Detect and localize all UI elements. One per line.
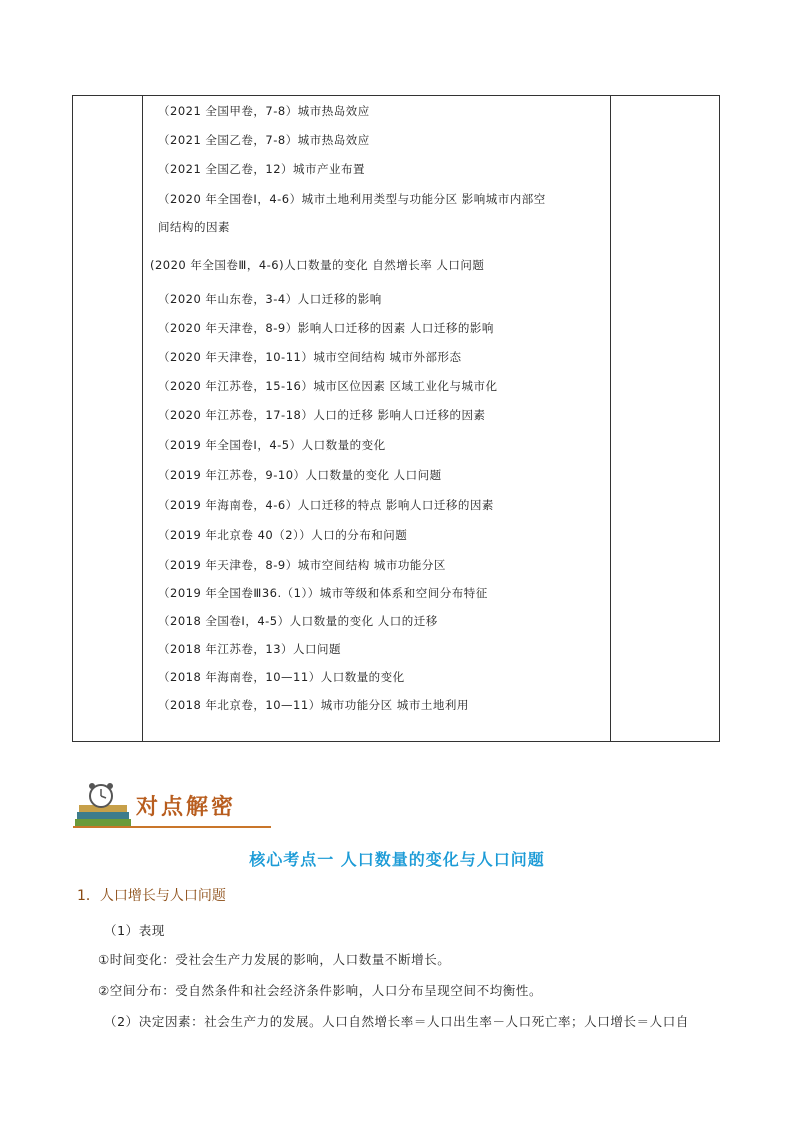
banner-underline [73, 826, 271, 828]
table-divider [610, 96, 611, 741]
paragraph: ①时间变化：受社会生产力发展的影响，人口数量不断增长。 [98, 952, 451, 967]
section-title: 1．人口增长与人口问题 [77, 888, 226, 904]
exam-item: （2020 年天津卷，10-11）城市空间结构 城市外部形态 [158, 350, 462, 364]
exam-item: （2021 全国乙卷，7-8）城市热岛效应 [158, 133, 370, 147]
paragraph: （2）决定因素：社会生产力的发展。人口自然增长率＝人口出生率－人口死亡率；人口增长＝人口自 [104, 1014, 689, 1029]
exam-item: （2020 年天津卷，8-9）影响人口迁移的因素 人口迁移的影响 [158, 321, 494, 335]
sub-heading: （1）表现 [104, 923, 165, 938]
table-divider [142, 96, 143, 741]
exam-item: （2019 年天津卷，8-9）城市空间结构 城市功能分区 [158, 558, 446, 572]
exam-item: （2020 年全国卷Ⅰ，4-6）城市土地利用类型与功能分区 影响城市内部空 [158, 192, 546, 206]
paragraph: ②空间分布：受自然条件和社会经济条件影响，人口分布呈现空间不均衡性。 [98, 983, 543, 998]
exam-item: （2021 全国甲卷，7-8）城市热岛效应 [158, 104, 370, 118]
exam-item: （2018 年江苏卷，13）人口问题 [158, 642, 342, 656]
exam-item: （2019 年全国卷Ⅰ，4-5）人口数量的变化 [158, 438, 386, 452]
exam-item: （2018 全国卷Ⅰ，4-5）人口数量的变化 人口的迁移 [158, 614, 438, 628]
exam-item: （2020 年江苏卷，15-16）城市区位因素 区域工业化与城市化 [158, 379, 498, 393]
exam-item: 间结构的因素 [158, 220, 230, 234]
core-title: 核心考点一 人口数量的变化与人口问题 [249, 850, 545, 869]
exam-item: （2018 年海南卷，10—11）人口数量的变化 [158, 670, 405, 684]
exam-item: （2019 年江苏卷，9-10）人口数量的变化 人口问题 [158, 468, 442, 482]
exam-item: （2019 年海南卷，4-6）人口迁移的特点 影响人口迁移的因素 [158, 498, 494, 512]
exam-item: （2020 年山东卷，3-4）人口迁移的影响 [158, 292, 382, 306]
exam-item: （2019 年北京卷 40（2））人口的分布和问题 [158, 528, 408, 542]
exam-item: （2021 全国乙卷，12）城市产业布置 [158, 162, 366, 176]
exam-table [72, 95, 720, 742]
exam-item: （2020 年江苏卷，17-18）人口的迁移 影响人口迁移的因素 [158, 408, 486, 422]
banner-title: 对点解密 [136, 795, 237, 820]
exam-item: （2018 年北京卷，10—11）城市功能分区 城市土地利用 [158, 698, 469, 712]
exam-item: （2019 年全国卷Ⅲ36.（1））城市等级和体系和空间分布特征 [158, 586, 488, 600]
exam-item: (2020 年全国卷Ⅲ，4-6)人口数量的变化 自然增长率 人口问题 [150, 258, 485, 272]
